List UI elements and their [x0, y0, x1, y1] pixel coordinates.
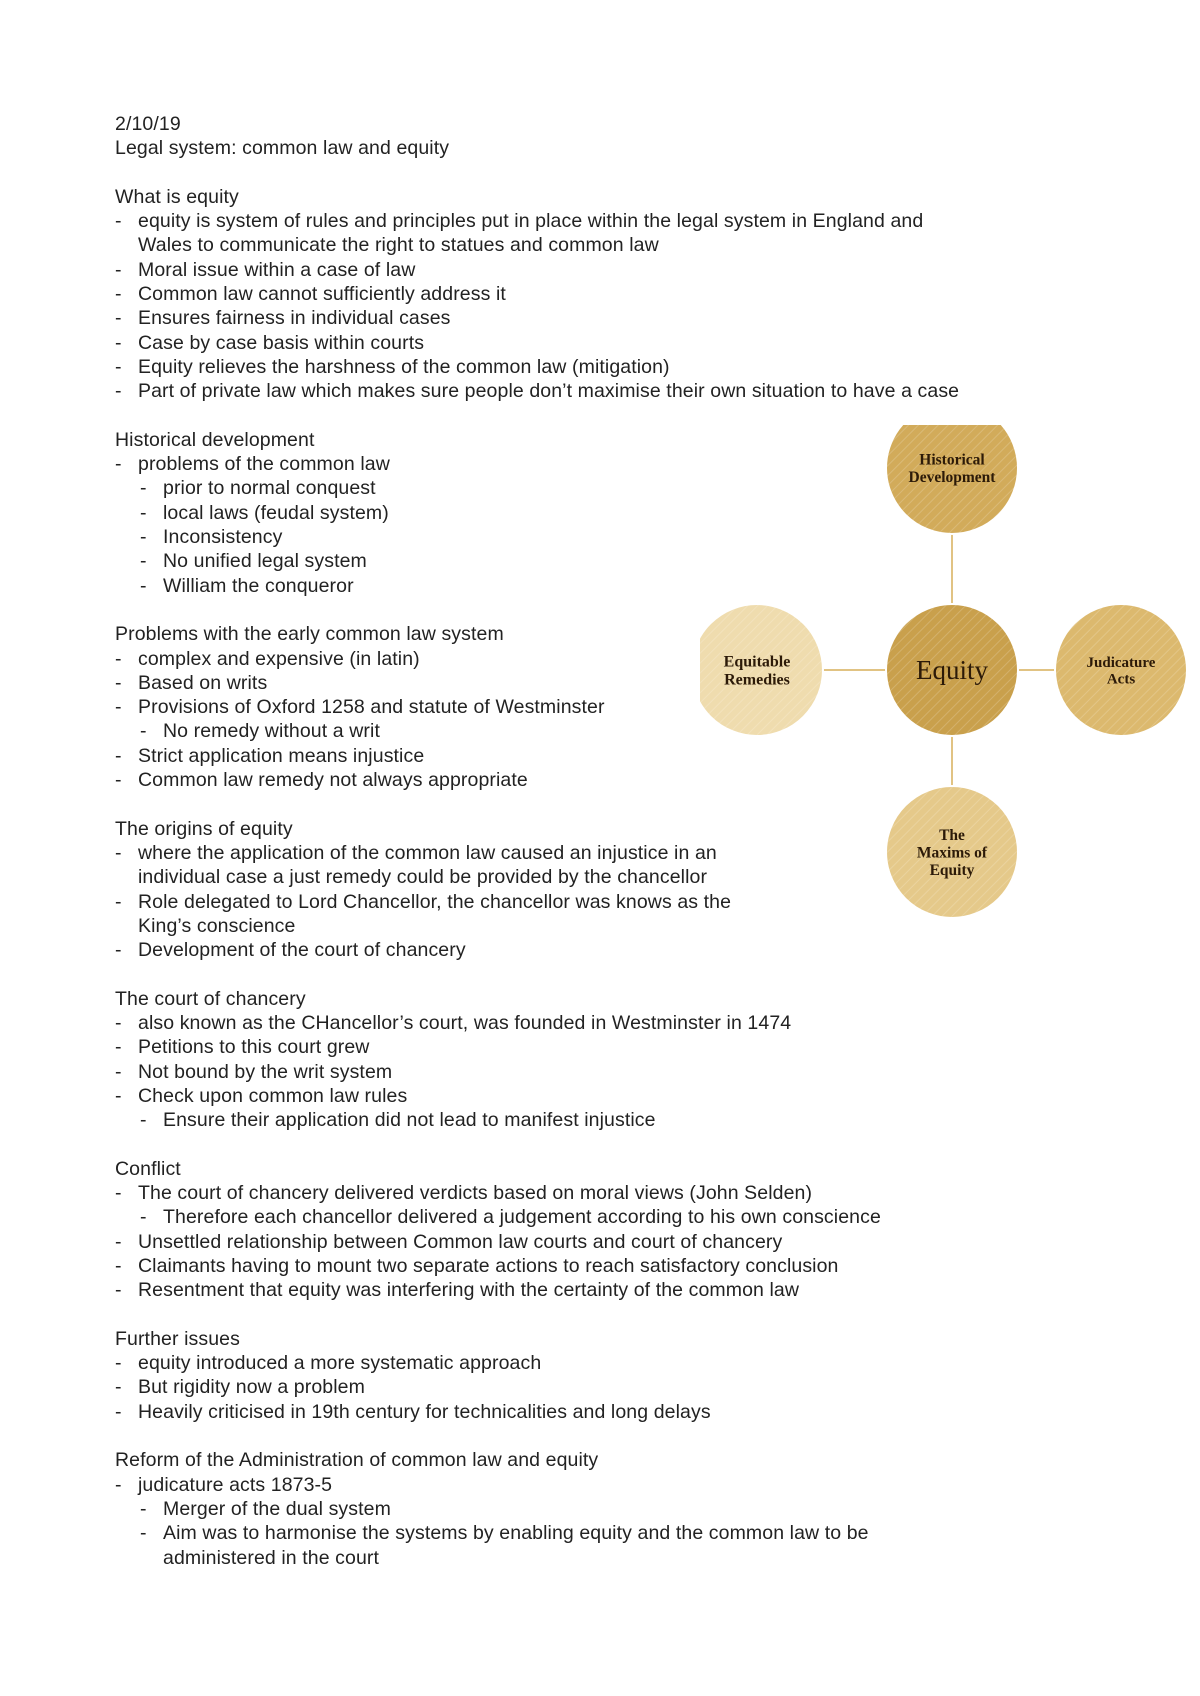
bullet-dash: -: [115, 307, 122, 330]
bullet-item: [115, 355, 1115, 379]
bullet-dash: -: [140, 720, 147, 743]
bullet-item: [115, 1254, 1115, 1278]
section-spacer: [115, 962, 1115, 986]
node-right-label-line: Judicature: [1086, 654, 1156, 671]
bullet-dash: -: [115, 380, 122, 403]
section-heading: The court of chancery: [115, 987, 306, 1010]
sub-bullet-item: [115, 1205, 1115, 1229]
bullet-text: Wales to communicate the right to statues and common law: [138, 234, 659, 257]
bullet-text: Merger of the dual system: [163, 1497, 391, 1520]
section-heading: Conflict: [115, 1157, 181, 1180]
bullet-dash: -: [115, 841, 122, 864]
bullet-text: Resentment that equity was interfering with the certainty of the common law: [138, 1279, 800, 1302]
bullet-dash: -: [115, 1279, 122, 1302]
bullet-dash: -: [115, 1182, 122, 1205]
bullet-text: judicature acts 1873-5: [138, 1473, 333, 1496]
bullet-dash: -: [140, 501, 147, 524]
bullet-dash: -: [115, 1400, 122, 1423]
bullet-text: Ensures fairness in individual cases: [138, 307, 451, 330]
bullet-dash: -: [115, 283, 122, 306]
node-center-label: Equity: [916, 655, 988, 685]
bullet-text: Inconsistency: [163, 526, 283, 549]
bullet-item: [115, 379, 1115, 403]
bullet-dash: -: [115, 1376, 122, 1399]
bullet-dash: -: [115, 1473, 122, 1496]
bullet-text: Common law remedy not always appropriate: [138, 769, 528, 792]
bullet-dash: -: [115, 769, 122, 792]
section-heading: Reform of the Administration of common law and equity: [115, 1449, 599, 1472]
bullet-text: Case by case basis within courts: [138, 331, 425, 354]
bullet-item: [115, 233, 1115, 257]
bullet-item: [115, 1375, 1115, 1399]
sub-bullet-item: [115, 1546, 1115, 1570]
bullet-item: [115, 1060, 1115, 1084]
bullet-item: [115, 1035, 1115, 1059]
section-spacer: [115, 161, 1115, 185]
bullet-text: No unified legal system: [163, 550, 367, 573]
bullet-item: [115, 331, 1115, 355]
bullet-text: Petitions to this court grew: [138, 1036, 370, 1059]
bullet-text: Unsettled relationship between Common law courts and court of chancery: [138, 1230, 783, 1253]
bullet-text: Development of the court of chancery: [138, 939, 466, 962]
bullet-item: [115, 1278, 1115, 1302]
bullet-item: [115, 1181, 1115, 1205]
node-bottom-label-line: Equity: [929, 861, 975, 879]
bullet-item: [115, 306, 1115, 330]
section-heading: The origins of equity: [115, 817, 293, 840]
bullet-dash: -: [115, 647, 122, 670]
section-heading: What is equity: [115, 185, 239, 208]
bullet-item: [115, 1230, 1115, 1254]
bullet-text: Therefore each chancellor delivered a judgement according to his own conscience: [163, 1206, 881, 1229]
section-heading: Further issues: [115, 1327, 240, 1350]
bullet-dash: -: [115, 331, 122, 354]
date: 2/10/19: [115, 113, 181, 135]
bullet-dash: -: [115, 671, 122, 694]
bullet-dash: -: [140, 1109, 147, 1132]
page-title: Legal system: common law and equity: [115, 137, 450, 160]
node-right-label-line: Acts: [1106, 671, 1136, 688]
bullet-dash: -: [115, 210, 122, 233]
bullet-text: Ensure their application did not lead to manifest injustice: [163, 1109, 656, 1132]
equity-diagram: [700, 425, 1200, 925]
node-top-label-line: Development: [908, 469, 996, 487]
node-top-label-line: Historical: [919, 451, 985, 469]
sub-bullet-item: [115, 1497, 1115, 1521]
section-spacer: [115, 1132, 1115, 1156]
bullet-dash: -: [140, 1522, 147, 1545]
bullet-text: Moral issue within a case of law: [138, 258, 416, 281]
bullet-text: Part of private law which makes sure people don’t maximise their own situation to have a case: [138, 380, 960, 403]
node-bottom-label-line: Maxims of: [916, 844, 988, 862]
sub-bullet-item: [115, 1521, 1115, 1545]
bullet-dash: -: [115, 1254, 122, 1277]
node-left-label: [724, 654, 791, 689]
bullet-dash: -: [140, 550, 147, 573]
bullet-dash: -: [115, 1352, 122, 1375]
bullet-dash: -: [140, 1206, 147, 1229]
bullet-text: equity is system of rules and principles put in place within the legal system in England and: [138, 210, 924, 233]
bullet-dash: -: [140, 477, 147, 500]
bullet-item: [115, 258, 1115, 282]
section-spacer: [115, 1424, 1115, 1448]
bullet-text: local laws (feudal system): [163, 501, 389, 524]
bullet-text: But rigidity now a problem: [138, 1376, 365, 1399]
bullet-text: Aim was to harmonise the systems by enabling equity and the common law to be: [163, 1522, 869, 1545]
bullet-text: Heavily criticised in 19th century for technicalities and long delays: [138, 1400, 711, 1423]
bullet-item: [115, 1351, 1115, 1375]
bullet-item: [115, 282, 1115, 306]
bullet-text: Role delegated to Lord Chancellor, the chancellor was knows as the: [138, 890, 732, 913]
bullet-item: [115, 1011, 1115, 1035]
bullet-dash: -: [115, 939, 122, 962]
bullet-dash: -: [115, 1084, 122, 1107]
bullet-text: prior to normal conquest: [163, 477, 376, 500]
bullet-item: [115, 1400, 1115, 1424]
sub-bullet-item: [115, 1108, 1115, 1132]
bullet-text: problems of the common law: [138, 453, 390, 476]
bullet-text: equity introduced a more systematic approach: [138, 1352, 542, 1375]
bullet-text: complex and expensive (in latin): [138, 647, 420, 670]
bullet-text: Common law cannot sufficiently address it: [138, 283, 506, 306]
bullet-item: [115, 938, 1115, 962]
bullet-text: Provisions of Oxford 1258 and statute of Westminster: [138, 696, 605, 719]
node-left-label-line: Equitable: [723, 653, 791, 671]
bullet-dash: -: [115, 1060, 122, 1083]
bullet-text: administered in the court: [163, 1546, 380, 1569]
node-left-label-line: Remedies: [724, 671, 790, 689]
bullet-dash: -: [115, 1011, 122, 1034]
bullet-text: King’s conscience: [138, 914, 296, 937]
bullet-item: [115, 1473, 1115, 1497]
bullet-dash: -: [115, 453, 122, 476]
bullet-dash: -: [115, 1036, 122, 1059]
bullet-text: Claimants having to mount two separate actions to reach satisfactory conclusion: [138, 1254, 839, 1277]
bullet-dash: -: [140, 574, 147, 597]
bullet-text: William the conqueror: [163, 574, 354, 597]
bullet-text: where the application of the common law caused an injustice in an: [138, 841, 717, 864]
node-bottom-label-line: The: [939, 827, 965, 845]
section-heading: Problems with the early common law system: [115, 623, 504, 646]
bullet-dash: -: [115, 696, 122, 719]
bullet-dash: -: [140, 526, 147, 549]
bullet-text: also known as the CHancellor’s court, was founded in Westminster in 1474: [138, 1011, 792, 1034]
bullet-text: Based on writs: [138, 671, 268, 694]
bullet-dash: -: [115, 258, 122, 281]
section-spacer: [115, 1303, 1115, 1327]
bullet-item: [115, 209, 1115, 233]
section-heading: Historical development: [115, 428, 315, 451]
bullet-text: The court of chancery delivered verdicts based on moral views (John Selden): [138, 1182, 813, 1205]
bullet-item: [115, 1084, 1115, 1108]
bullet-dash: -: [140, 1497, 147, 1520]
bullet-text: Equity relieves the harshness of the common law (mitigation): [138, 355, 670, 378]
node-top-label: [909, 452, 997, 486]
bullet-text: Not bound by the writ system: [138, 1060, 393, 1083]
bullet-dash: -: [115, 744, 122, 767]
bullet-text: Strict application means injustice: [138, 744, 425, 767]
bullet-text: individual case a just remedy could be provided by the chancellor: [138, 866, 708, 889]
bullet-dash: -: [115, 355, 122, 378]
bullet-text: Check upon common law rules: [138, 1084, 408, 1107]
bullet-text: No remedy without a writ: [163, 720, 380, 743]
bullet-dash: -: [115, 890, 122, 913]
bullet-dash: -: [115, 1230, 122, 1253]
